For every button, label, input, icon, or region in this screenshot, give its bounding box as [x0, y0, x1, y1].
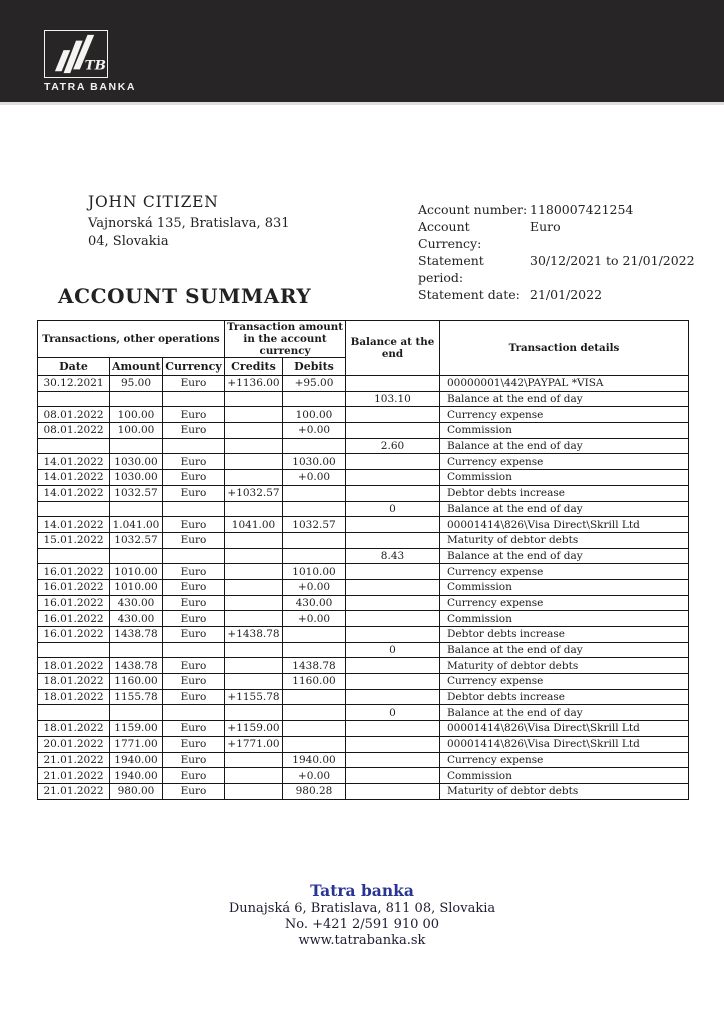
credits-cell: +1032.57 [225, 485, 283, 501]
table-row [38, 501, 689, 517]
table-row [38, 752, 689, 768]
header-currency: Currency [163, 358, 225, 376]
amount-cell: 1010.00 [110, 564, 163, 580]
amount-cell: 95.00 [110, 376, 163, 392]
balance-cell: 8.43 [346, 548, 440, 564]
currency-cell [163, 438, 225, 454]
debits-cell [283, 391, 346, 407]
amount-cell: 1155.78 [110, 689, 163, 705]
details-cell: Balance at the end of day [440, 391, 689, 407]
details-cell: Debtor debts increase [440, 627, 689, 643]
currency-cell [163, 705, 225, 721]
balance-cell: 0 [346, 705, 440, 721]
table-row [38, 532, 689, 548]
balance-cell: 103.10 [346, 391, 440, 407]
header-debits: Debits [283, 358, 346, 376]
debits-cell: +0.00 [283, 768, 346, 784]
svg-text:TB: TB [84, 57, 106, 74]
currency-cell: Euro [163, 689, 225, 705]
credits-cell [225, 532, 283, 548]
details-cell: Maturity of debtor debts [440, 532, 689, 548]
date-cell: 15.01.2022 [38, 532, 110, 548]
date-cell: 16.01.2022 [38, 611, 110, 627]
amount-cell [110, 438, 163, 454]
balance-cell [346, 736, 440, 752]
date-cell [38, 438, 110, 454]
amount-cell: 1030.00 [110, 454, 163, 470]
currency-cell: Euro [163, 627, 225, 643]
table-row [38, 595, 689, 611]
details-cell: Debtor debts increase [440, 689, 689, 705]
amount-cell: 1032.57 [110, 485, 163, 501]
currency-cell: Euro [163, 783, 225, 799]
balance-cell [346, 752, 440, 768]
currency-cell [163, 501, 225, 517]
balance-cell [346, 674, 440, 690]
debits-cell: 1438.78 [283, 658, 346, 674]
balance-cell [346, 564, 440, 580]
footer-website: www.tatrabanka.sk [298, 933, 426, 948]
debits-cell: 100.00 [283, 407, 346, 423]
transactions-table-header [38, 321, 689, 376]
credits-cell [225, 548, 283, 564]
credits-cell [225, 564, 283, 580]
credits-cell [225, 470, 283, 486]
credits-cell: 1041.00 [225, 517, 283, 533]
debits-cell: 1032.57 [283, 517, 346, 533]
currency-cell: Euro [163, 564, 225, 580]
debits-cell: 1010.00 [283, 564, 346, 580]
details-cell: Currency expense [440, 564, 689, 580]
currency-cell: Euro [163, 376, 225, 392]
balance-cell [346, 595, 440, 611]
date-cell: 16.01.2022 [38, 579, 110, 595]
date-cell: 08.01.2022 [38, 423, 110, 439]
date-cell: 21.01.2022 [38, 783, 110, 799]
date-cell: 18.01.2022 [38, 689, 110, 705]
amount-cell: 1032.57 [110, 532, 163, 548]
credits-cell: +1438.78 [225, 627, 283, 643]
currency-cell: Euro [163, 532, 225, 548]
debits-cell [283, 705, 346, 721]
account-info-value: 1180007421254 [530, 202, 634, 217]
account-info-label: Account Currency: [418, 219, 482, 251]
debits-cell [283, 642, 346, 658]
details-cell: Currency expense [440, 752, 689, 768]
credits-cell: +1136.00 [225, 376, 283, 392]
amount-cell: 1030.00 [110, 470, 163, 486]
account-info-label: Statement date: [418, 287, 520, 302]
currency-cell: Euro [163, 579, 225, 595]
debits-cell: +0.00 [283, 423, 346, 439]
table-row [38, 548, 689, 564]
table-row [38, 407, 689, 423]
transactions-table [37, 320, 689, 800]
header-bar [0, 0, 724, 105]
credits-cell [225, 423, 283, 439]
amount-cell: 100.00 [110, 423, 163, 439]
balance-cell [346, 485, 440, 501]
currency-cell: Euro [163, 752, 225, 768]
debits-cell: 1940.00 [283, 752, 346, 768]
balance-cell [346, 783, 440, 799]
credits-cell [225, 454, 283, 470]
balance-cell [346, 721, 440, 737]
header-group-operations: Transactions, other operations [38, 321, 225, 358]
currency-cell: Euro [163, 423, 225, 439]
balance-cell [346, 611, 440, 627]
header-group-amount: Transaction amount in the account currency [225, 321, 346, 358]
balance-cell [346, 407, 440, 423]
table-row [38, 611, 689, 627]
date-cell: 14.01.2022 [38, 454, 110, 470]
balance-cell: 0 [346, 642, 440, 658]
table-row [38, 783, 689, 799]
currency-cell: Euro [163, 595, 225, 611]
debits-cell: 1030.00 [283, 454, 346, 470]
table-row [38, 674, 689, 690]
balance-cell: 2.60 [346, 438, 440, 454]
debits-cell: +0.00 [283, 611, 346, 627]
tatra-banka-logo-icon [44, 30, 108, 78]
account-info-value: Euro [530, 219, 561, 234]
details-cell: Balance at the end of day [440, 438, 689, 454]
credits-cell [225, 391, 283, 407]
table-row [38, 485, 689, 501]
table-row [38, 736, 689, 752]
table-row [38, 705, 689, 721]
amount-cell [110, 501, 163, 517]
account-info-label: Account number: [418, 202, 528, 217]
details-cell: Debtor debts increase [440, 485, 689, 501]
bank-logo [44, 30, 136, 93]
balance-cell [346, 532, 440, 548]
amount-cell: 1.041.00 [110, 517, 163, 533]
header-balance: Balance at the end [346, 321, 440, 376]
details-cell: 00001414\826\Visa Direct\Skrill Ltd [440, 517, 689, 533]
table-row [38, 627, 689, 643]
table-row [38, 454, 689, 470]
table-row [38, 658, 689, 674]
balance-cell [346, 579, 440, 595]
currency-cell [163, 391, 225, 407]
date-cell: 16.01.2022 [38, 595, 110, 611]
table-row [38, 517, 689, 533]
table-row [38, 642, 689, 658]
date-cell: 14.01.2022 [38, 517, 110, 533]
footer-block [0, 883, 724, 949]
balance-cell [346, 768, 440, 784]
credits-cell: +1155.78 [225, 689, 283, 705]
customer-block [88, 193, 290, 250]
details-cell: 00000001\442\PAYPAL *VISA [440, 376, 689, 392]
customer-address [88, 215, 290, 250]
amount-cell: 1940.00 [110, 768, 163, 784]
customer-address-line1: Vajnorská 135, Bratislava, 831 [88, 216, 290, 231]
footer-address: Dunajská 6, Bratislava, 811 08, Slovakia [228, 901, 496, 916]
credits-cell [225, 438, 283, 454]
details-cell: Currency expense [440, 454, 689, 470]
details-cell: Commission [440, 470, 689, 486]
credits-cell [225, 579, 283, 595]
date-cell: 20.01.2022 [38, 736, 110, 752]
currency-cell: Euro [163, 407, 225, 423]
details-cell: Currency expense [440, 407, 689, 423]
amount-cell: 1438.78 [110, 658, 163, 674]
debits-cell: 980.28 [283, 783, 346, 799]
table-row [38, 438, 689, 454]
date-cell: 16.01.2022 [38, 627, 110, 643]
amount-cell [110, 548, 163, 564]
credits-cell [225, 407, 283, 423]
transactions-body [38, 376, 689, 800]
currency-cell [163, 642, 225, 658]
date-cell [38, 391, 110, 407]
details-cell: Currency expense [440, 674, 689, 690]
currency-cell: Euro [163, 454, 225, 470]
currency-cell: Euro [163, 768, 225, 784]
amount-cell: 1159.00 [110, 721, 163, 737]
date-cell [38, 501, 110, 517]
currency-cell [163, 548, 225, 564]
currency-cell: Euro [163, 721, 225, 737]
table-row [38, 768, 689, 784]
amount-cell: 1771.00 [110, 736, 163, 752]
debits-cell [283, 485, 346, 501]
details-cell: Balance at the end of day [440, 548, 689, 564]
currency-cell: Euro [163, 470, 225, 486]
page-title: ACCOUNT SUMMARY [58, 284, 312, 308]
amount-cell [110, 391, 163, 407]
balance-cell [346, 658, 440, 674]
customer-address-line2: 04, Slovakia [88, 233, 169, 249]
table-row [38, 689, 689, 705]
balance-cell: 0 [346, 501, 440, 517]
currency-cell: Euro [163, 658, 225, 674]
debits-cell [283, 689, 346, 705]
details-cell: Balance at the end of day [440, 642, 689, 658]
credits-cell [225, 783, 283, 799]
date-cell: 30.12.2021 [38, 376, 110, 392]
details-cell: Commission [440, 579, 689, 595]
credits-cell [225, 768, 283, 784]
table-row [38, 564, 689, 580]
details-cell: Balance at the end of day [440, 705, 689, 721]
details-cell: Commission [440, 611, 689, 627]
table-row [38, 579, 689, 595]
header-amount: Amount [110, 358, 163, 376]
debits-cell [283, 501, 346, 517]
amount-cell: 1438.78 [110, 627, 163, 643]
credits-cell [225, 595, 283, 611]
balance-cell [346, 376, 440, 392]
date-cell [38, 705, 110, 721]
account-info-value: 30/12/2021 to 21/01/2022 [530, 253, 695, 268]
balance-cell [346, 689, 440, 705]
amount-cell [110, 705, 163, 721]
table-row [38, 376, 689, 392]
header-credits: Credits [225, 358, 283, 376]
balance-cell [346, 470, 440, 486]
amount-cell: 1940.00 [110, 752, 163, 768]
amount-cell: 980.00 [110, 783, 163, 799]
credits-cell [225, 642, 283, 658]
credits-cell [225, 674, 283, 690]
date-cell: 18.01.2022 [38, 674, 110, 690]
balance-cell [346, 423, 440, 439]
amount-cell [110, 642, 163, 658]
currency-cell: Euro [163, 611, 225, 627]
details-cell: Commission [440, 768, 689, 784]
date-cell [38, 548, 110, 564]
details-cell: Currency expense [440, 595, 689, 611]
date-cell: 21.01.2022 [38, 752, 110, 768]
details-cell: Commission [440, 423, 689, 439]
credits-cell [225, 752, 283, 768]
debits-cell [283, 721, 346, 737]
header-date: Date [38, 358, 110, 376]
debits-cell: 1160.00 [283, 674, 346, 690]
date-cell: 14.01.2022 [38, 470, 110, 486]
bank-logo-caption: TATRA BANKA [44, 81, 137, 93]
date-cell: 18.01.2022 [38, 658, 110, 674]
balance-cell [346, 517, 440, 533]
account-info-label: Statement period: [418, 253, 484, 285]
debits-cell [283, 736, 346, 752]
date-cell: 18.01.2022 [38, 721, 110, 737]
credits-cell: +1771.00 [225, 736, 283, 752]
account-info-value: 21/01/2022 [530, 287, 603, 302]
customer-name: JOHN CITIZEN [88, 193, 219, 211]
debits-cell [283, 438, 346, 454]
table-row [38, 423, 689, 439]
date-cell: 14.01.2022 [38, 485, 110, 501]
currency-cell: Euro [163, 736, 225, 752]
debits-cell [283, 548, 346, 564]
credits-cell [225, 611, 283, 627]
debits-cell [283, 627, 346, 643]
credits-cell [225, 501, 283, 517]
debits-cell [283, 532, 346, 548]
currency-cell: Euro [163, 485, 225, 501]
amount-cell: 100.00 [110, 407, 163, 423]
details-cell: Maturity of debtor debts [440, 658, 689, 674]
balance-cell [346, 627, 440, 643]
details-cell: Maturity of debtor debts [440, 783, 689, 799]
credits-cell [225, 705, 283, 721]
details-cell: 00001414\826\Visa Direct\Skrill Ltd [440, 721, 689, 737]
details-cell: 00001414\826\Visa Direct\Skrill Ltd [440, 736, 689, 752]
table-row [38, 391, 689, 407]
table-row [38, 721, 689, 737]
credits-cell [225, 658, 283, 674]
amount-cell: 430.00 [110, 611, 163, 627]
date-cell: 08.01.2022 [38, 407, 110, 423]
balance-cell [346, 454, 440, 470]
currency-cell: Euro [163, 517, 225, 533]
account-info-block [418, 201, 695, 303]
credits-cell: +1159.00 [225, 721, 283, 737]
amount-cell: 430.00 [110, 595, 163, 611]
footer-phone: No. +421 2/591 910 00 [284, 917, 440, 932]
date-cell: 21.01.2022 [38, 768, 110, 784]
amount-cell: 1160.00 [110, 674, 163, 690]
debits-cell: +95.00 [283, 376, 346, 392]
table-row [38, 470, 689, 486]
currency-cell: Euro [163, 674, 225, 690]
debits-cell: +0.00 [283, 579, 346, 595]
amount-cell: 1010.00 [110, 579, 163, 595]
debits-cell: +0.00 [283, 470, 346, 486]
date-cell [38, 642, 110, 658]
debits-cell: 430.00 [283, 595, 346, 611]
details-cell: Balance at the end of day [440, 501, 689, 517]
header-details: Transaction details [440, 321, 689, 376]
footer-bank-name: Tatra banka [310, 881, 414, 900]
date-cell: 16.01.2022 [38, 564, 110, 580]
